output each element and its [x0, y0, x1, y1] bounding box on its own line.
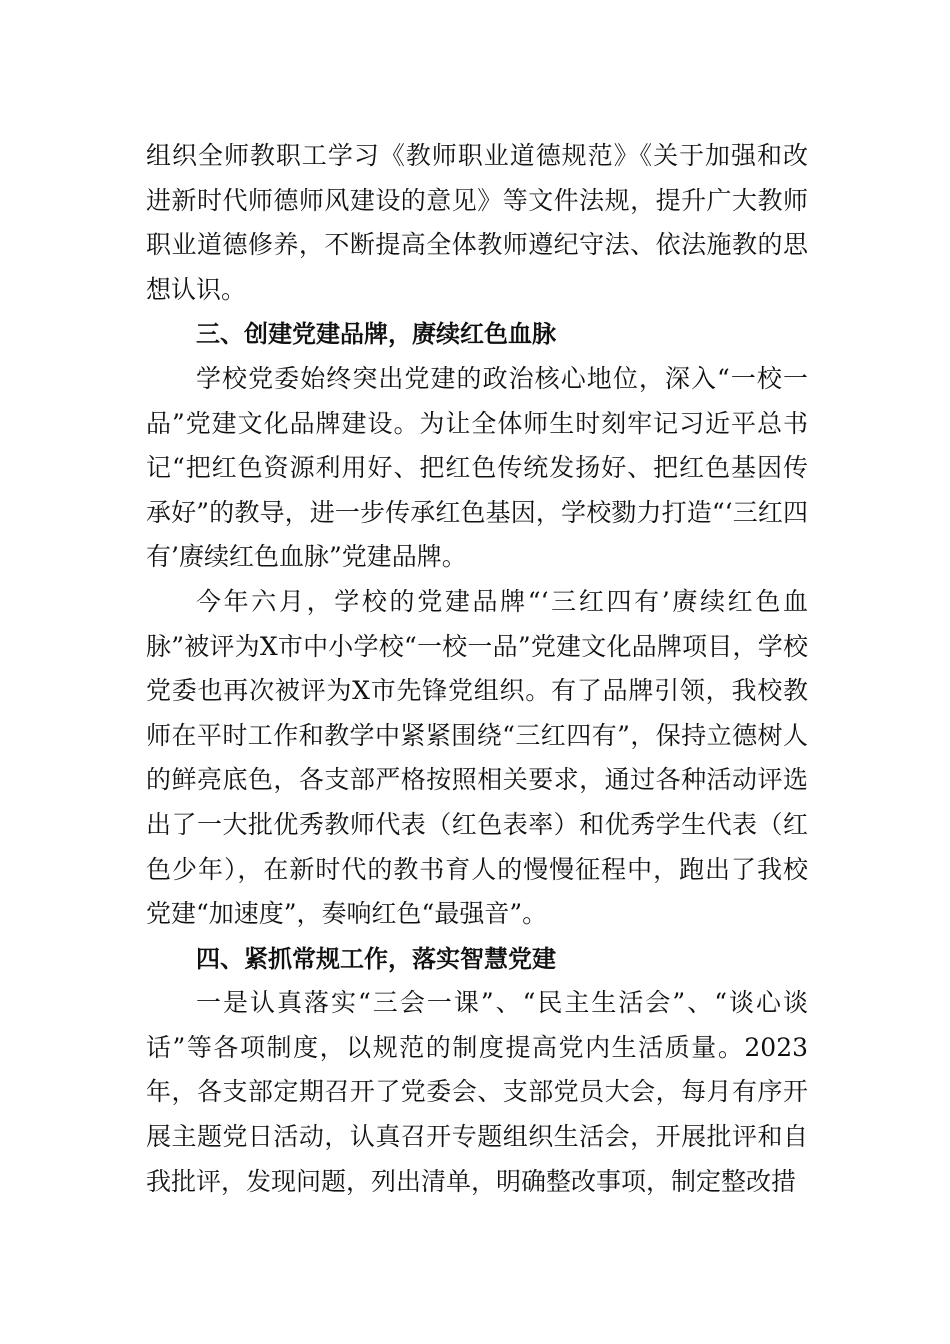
section-heading-4: 四、紧抓常规工作，落实智慧党建: [196, 944, 556, 973]
document-body: [146, 134, 808, 1204]
paragraph-routine-work: 一是认真落实“三会一课”、“民主生活会”、“谈心谈话”等各项制度，以规范的制度提高党内生活质量。2023年，各支部定期召开了党委会、支部党员大会，每月有序开展主题党日活动，认真召开专题组织生活会，开展批评和自我批评，发现问题，列出清单，明确整改事项，制定整改措: [146, 988, 808, 1196]
paragraph-teacher-ethics: 组织全师教职工学习《教师职业道德规范》《关于加强和改进新时代师德师风建设的意见》等文件法规，提升广大教师职业道德修养，不断提高全体教师遵纪守法、依法施教的思想认识。: [146, 141, 808, 304]
paragraph-june-award: 今年六月，学校的党建品牌“‘三红四有’赓续红色血脉”被评为X市中小学校“一校一品”党建文化品牌项目，学校党委也再次被评为X市先锋党组织。有了品牌引领，我校教师在平时工作和教学中紧紧围绕“三红四有”，保持立德树人的鲜亮底色，各支部严格按照相关要求，通过各种活动评选出了一大批优秀教师代表（红色表率）和优秀学生代表（红色少年），在新时代的教书育人的慢慢征程中，跑出了我校党建“加速度”，奏响红色“最强音”。: [146, 586, 808, 929]
section-heading-3: 三、创建党建品牌，赓续红色血脉: [196, 320, 556, 349]
paragraph-party-brand: 学校党委始终突出党建的政治核心地位，深入“一校一品”党建文化品牌建设。为让全体师生时刻牢记习近平总书记“把红色资源利用好、把红色传统发扬好、把红色基因传承好”的教导，进一步传承红色基因，学校勠力打造“‘三红四有’赓续红色血脉”党建品牌。: [146, 363, 808, 572]
